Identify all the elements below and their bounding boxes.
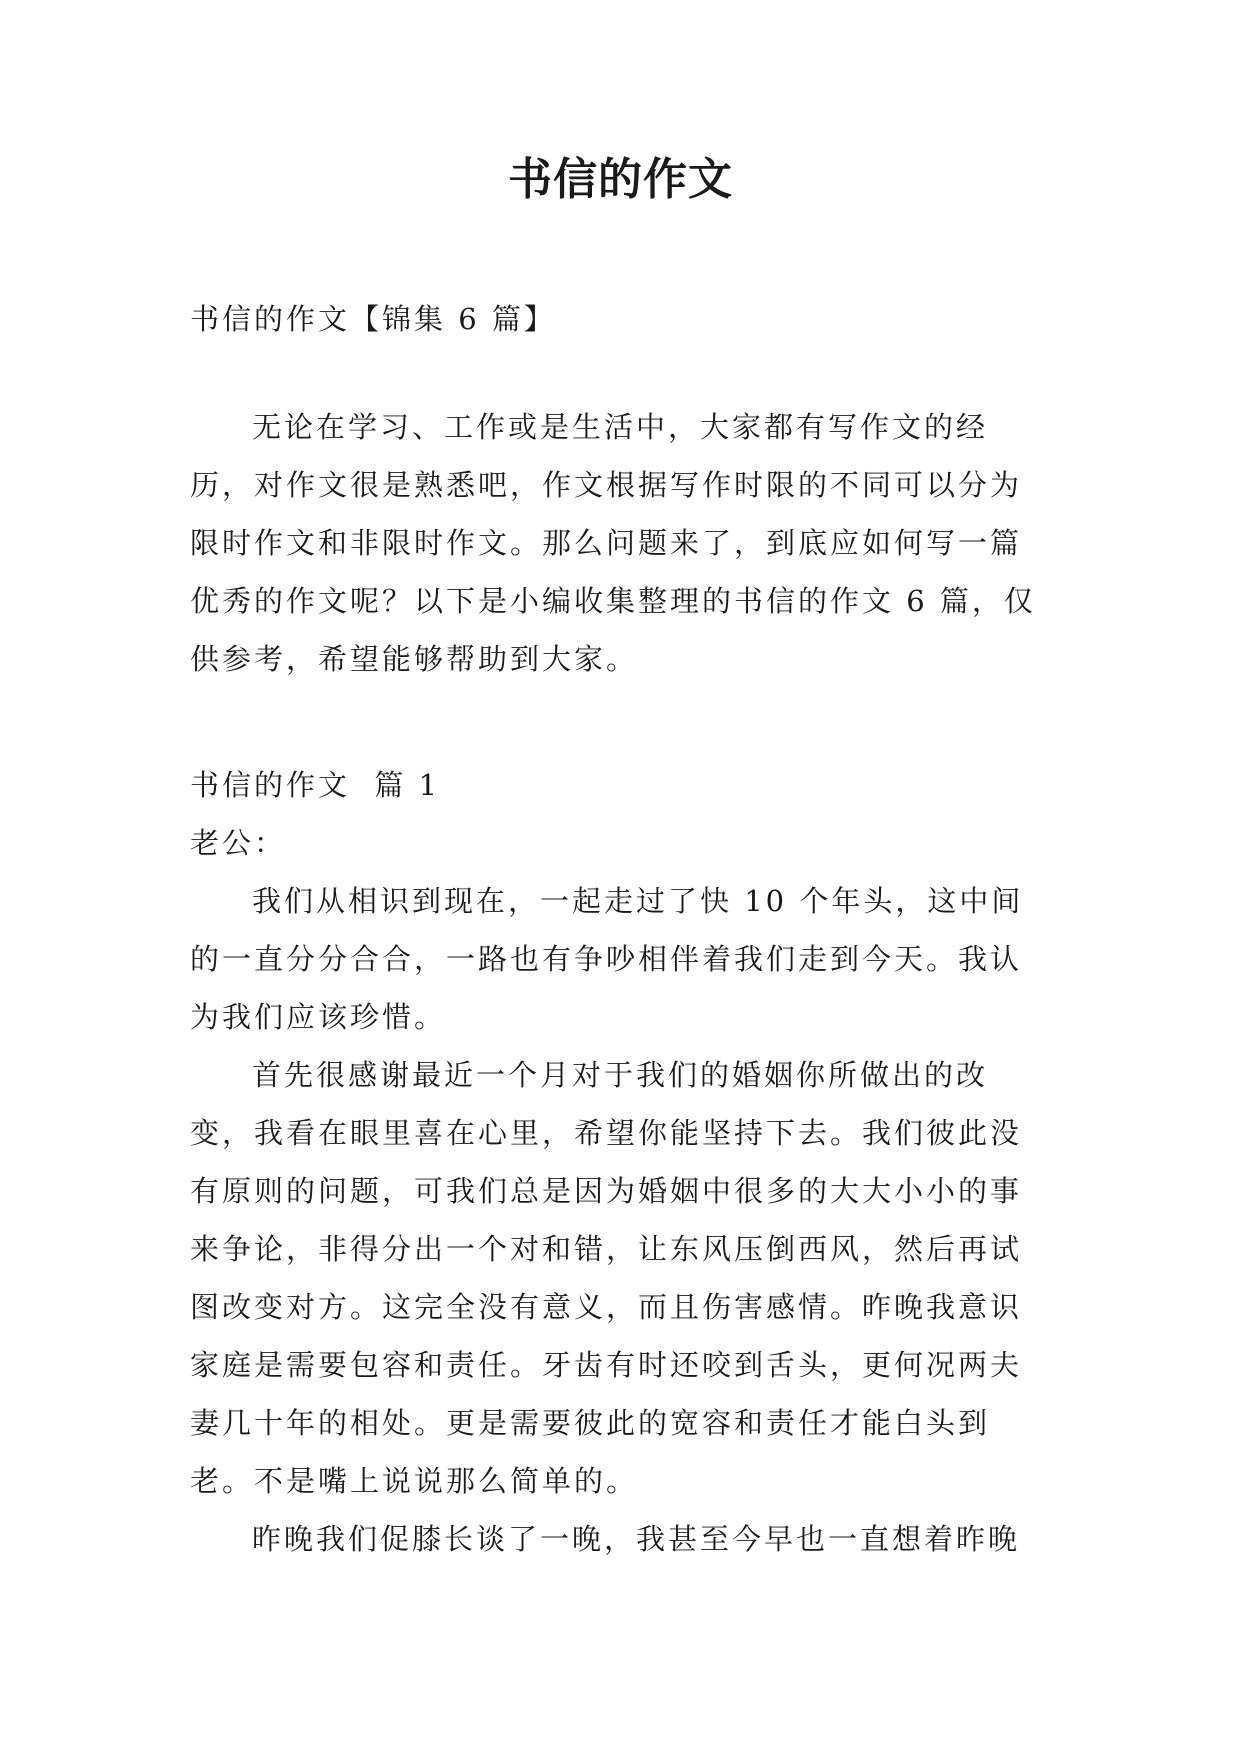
intro-paragraph: 无论在学习、工作或是生活中，大家都有写作文的经历，对作文很是熟悉吧，作文根据写作时限的不同可以分为限时作文和非限时作文。那么问题来了，到底应如何写一篇优秀的作文呢？以下是小编收集整理的书信的作文 6 篇，仅供参考，希望能够帮助到大家。 — [190, 410, 1036, 676]
document-subtitle: 书信的作文【锦集 6 篇】 — [190, 302, 556, 336]
document-title: 书信的作文 — [508, 154, 733, 205]
section-heading: 书信的作文 篇 1 — [190, 768, 441, 802]
body-paragraph-2: 首先很感谢最近一个月对于我们的婚姻你所做出的改变，我看在眼里喜在心里，希望你能坚持下去。我们彼此没有原则的问题，可我们总是因为婚姻中很多的大大小小的事来争论，非得分出一个对和错，让东风压倒西风，然后再试图改变对方。这完全没有意义，而且伤害感情。昨晚我意识家庭是需要包容和责任。牙齿有时还咬到舌头，更何况两夫妻几十年的相处。更是需要彼此的宽容和责任才能白头到老。不是嘴上说说那么简单的。 — [190, 1058, 1023, 1498]
body-paragraph-1: 我们从相识到现在，一起走过了快 10 个年头，这中间的一直分分合合，一路也有争吵相伴着我们走到今天。我认为我们应该珍惜。 — [190, 884, 1024, 1034]
body-paragraph-3: 昨晚我们促膝长谈了一晚，我甚至今早也一直想着昨晚 — [252, 1522, 1021, 1556]
letter-salutation: 老公： — [190, 826, 287, 860]
letter-body — [190, 872, 1050, 1568]
